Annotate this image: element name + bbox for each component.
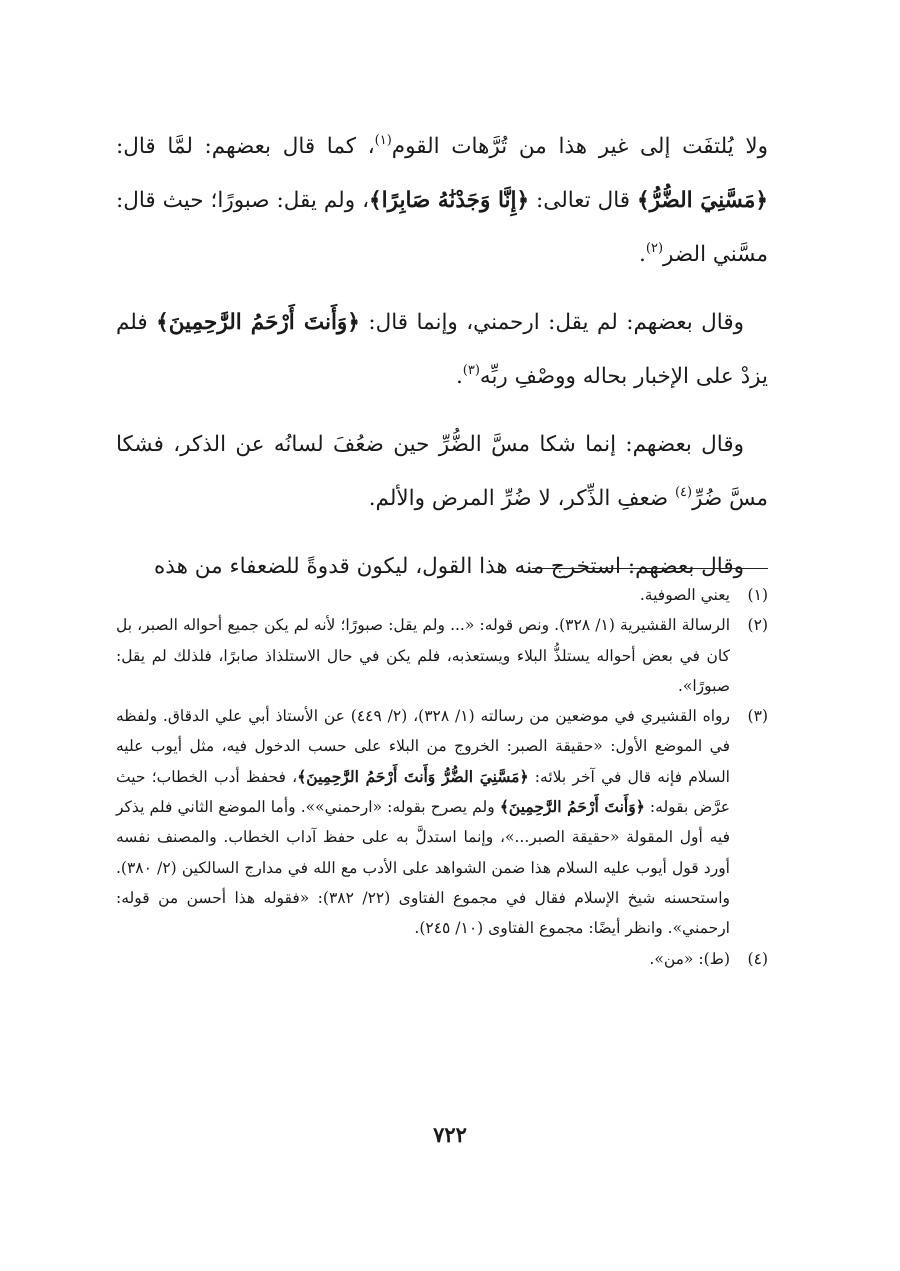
text-run: يعني الصوفية. <box>639 586 730 604</box>
text-run: وقال بعضهم: استخرج منه هذا القول، ليكون قدوةً للضعفاء من هذه <box>154 554 744 579</box>
footnote <box>116 610 768 701</box>
footnote-text <box>116 701 730 943</box>
text-run: (ط): «من». <box>649 949 730 968</box>
footnote-text <box>116 610 730 701</box>
text-run: . <box>639 242 646 267</box>
footnote <box>116 580 768 610</box>
quran-quote: ﴿إِنَّا وَجَدْنَٰهُ صَابِرًا﴾ <box>369 188 530 213</box>
quran-quote: ﴿وَأَنتَ أَرْحَمُ الرَّٰحِمِينَ﴾ <box>499 797 645 817</box>
paragraph <box>116 296 768 404</box>
quran-quote: ﴿مَسَّنِيَ الضُّرُّ وَأَنتَ أَرْحَمُ الرَّٰحِمِينَ﴾ <box>297 766 529 786</box>
text-run: قال تعالى: <box>529 188 638 213</box>
page-number: ٧٢٢ <box>433 1122 467 1147</box>
text-run: ضعفِ الذِّكر، لا ضُرِّ المرض والألم. <box>368 486 675 511</box>
footnote-reference[interactable]: (٢) <box>645 241 664 256</box>
text-run: الرسالة القشيرية (١/ ٣٢٨). ونص قوله: «... ولم يقل: صبورًا؛ لأنه لم يكن جميع أحواله الصبر، بل كان في بعض أحواله يستلذُّ البلاء ويستعذبه، فلم يكن في حال الاستلذاذ صابرًا، فلذلك لم يقل: صبورًا». <box>116 616 730 695</box>
text-run: . <box>455 364 463 389</box>
paragraph <box>116 418 768 526</box>
footnote-number: (٢) <box>747 616 768 635</box>
footnote <box>116 944 768 974</box>
text-run: ، ولم يقل: صبورًا؛ حيث قال: مسَّني الضر <box>116 188 768 267</box>
footnote-reference[interactable]: (٤) <box>674 485 693 500</box>
text-run: ولا يُلتفَت إلى غير هذا من تُرَّهات القوم <box>391 134 768 159</box>
quran-quote: ﴿وَأَنتَ أَرْحَمُ الرَّٰحِمِينَ﴾ <box>156 310 360 335</box>
text-run: ، كما قال بعضهم: لمَّا قال: <box>116 134 375 159</box>
footnote-number: (٤) <box>747 949 768 968</box>
footnote-reference[interactable]: (٣) <box>462 363 480 378</box>
footnote-number: (١) <box>747 586 768 604</box>
text-run: وقال بعضهم: إنما شكا مسَّ الضُّرِّ حين ضعُفَ لسانُه عن الذكر، فشكا مسَّ ضُرِّ <box>116 432 768 511</box>
text-run: ، فحفظ أدب الخطاب؛ حيث عرَّض بقوله: <box>116 767 731 817</box>
quran-quote: ﴿مَسَّنِيَ الضُّرُّ﴾ <box>637 188 768 213</box>
footnote-text <box>116 580 730 610</box>
footnote-reference[interactable]: (١) <box>374 133 392 148</box>
text-run: ولم يصرح بقوله: «ارحمني»». وأما الموضع الثاني فلم يذكر فيه أول المقولة «حقيقة الصبر...»، وإنما استدلَّ به على حفظ آداب الخطاب. والمصنف نفسه أورد قول أيوب عليه السلام هذا ضمن الشواهد على الأدب مع الله في مدارج السالكين (٢/ ٣٨٠). واستحسنه شيخ الإسلام فقال في مجموع الفتاوى (٢٢/ ٣٨٢): «فقوله هذا أحسن من قوله: ارحمني». وانظر أيضًا: مجموع الفتاوى (١٠/ ٢٤٥). <box>116 798 730 938</box>
footnote-number: (٣) <box>747 707 768 726</box>
text-run: وقال بعضهم: لم يقل: ارحمني، وإنما قال: <box>359 310 744 335</box>
text-run: فلم يزدْ على الإخبار بحاله ووصْفِ ربِّه <box>116 310 768 389</box>
main-text <box>116 120 768 608</box>
text-run: رواه القشيري في موضعين من رسالته (١/ ٣٢٨)، (٢/ ٤٤٩) عن الأستاذ أبي علي الدقاق. ولفظه في الموضع الأول: «حقيقة الصبر: الخروج من البلاء على حسب الدخول فيه، مثل أيوب عليه السلام فإنه قال في آخر بلائه: <box>116 707 731 786</box>
paragraph <box>116 120 768 282</box>
footnote-separator <box>532 568 768 569</box>
footnote <box>116 701 768 943</box>
footnotes <box>116 580 768 974</box>
footnote-text <box>116 944 730 974</box>
